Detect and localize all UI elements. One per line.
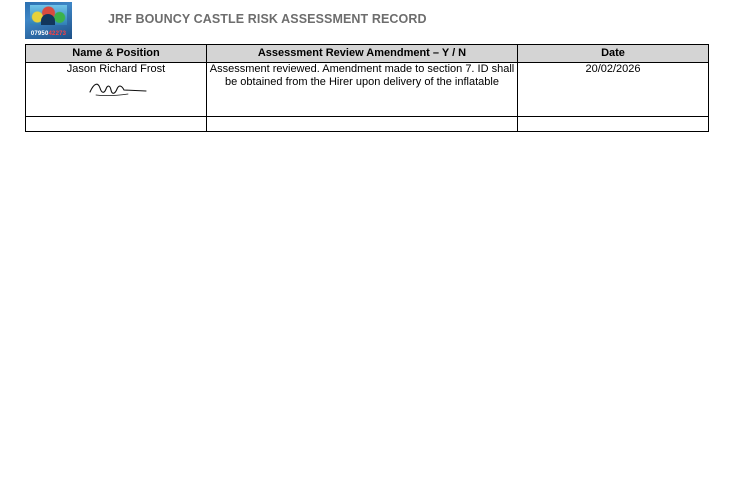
logo-phone-prefix: 07950 [30, 31, 49, 37]
cell-date: 20/02/2026 [518, 63, 709, 117]
risk-assessment-record-table [25, 44, 705, 132]
page-title: JRF BOUNCY CASTLE RISK ASSESSMENT RECORD [108, 12, 427, 26]
cell-name-position [26, 117, 207, 132]
logo-phone-number [25, 31, 72, 37]
column-header-name-position: Name & Position [26, 45, 207, 63]
logo-phone-suffix: 42273 [48, 31, 67, 37]
document-header [0, 0, 731, 40]
column-header-date: Date [518, 45, 709, 63]
cell-name-position [26, 63, 207, 117]
castle-arch-icon [41, 14, 55, 25]
review-amendment-text: Assessment reviewed. Amendment made to section 7. ID shall be obtained from the Hirer upon delivery of the inflatable [209, 63, 515, 88]
column-header-assessment-review: Assessment Review Amendment – Y / N [207, 45, 518, 63]
reviewer-name: Jason Richard Frost [66, 63, 166, 75]
cell-assessment-review [207, 63, 518, 117]
signature-icon [84, 77, 148, 101]
cell-assessment-review [207, 117, 518, 132]
jrf-bouncy-castle-logo [25, 2, 72, 39]
table-row [26, 117, 709, 132]
cell-date [518, 117, 709, 132]
table-row [26, 63, 709, 117]
signature-mark [26, 77, 206, 103]
table-header-row [26, 45, 709, 63]
